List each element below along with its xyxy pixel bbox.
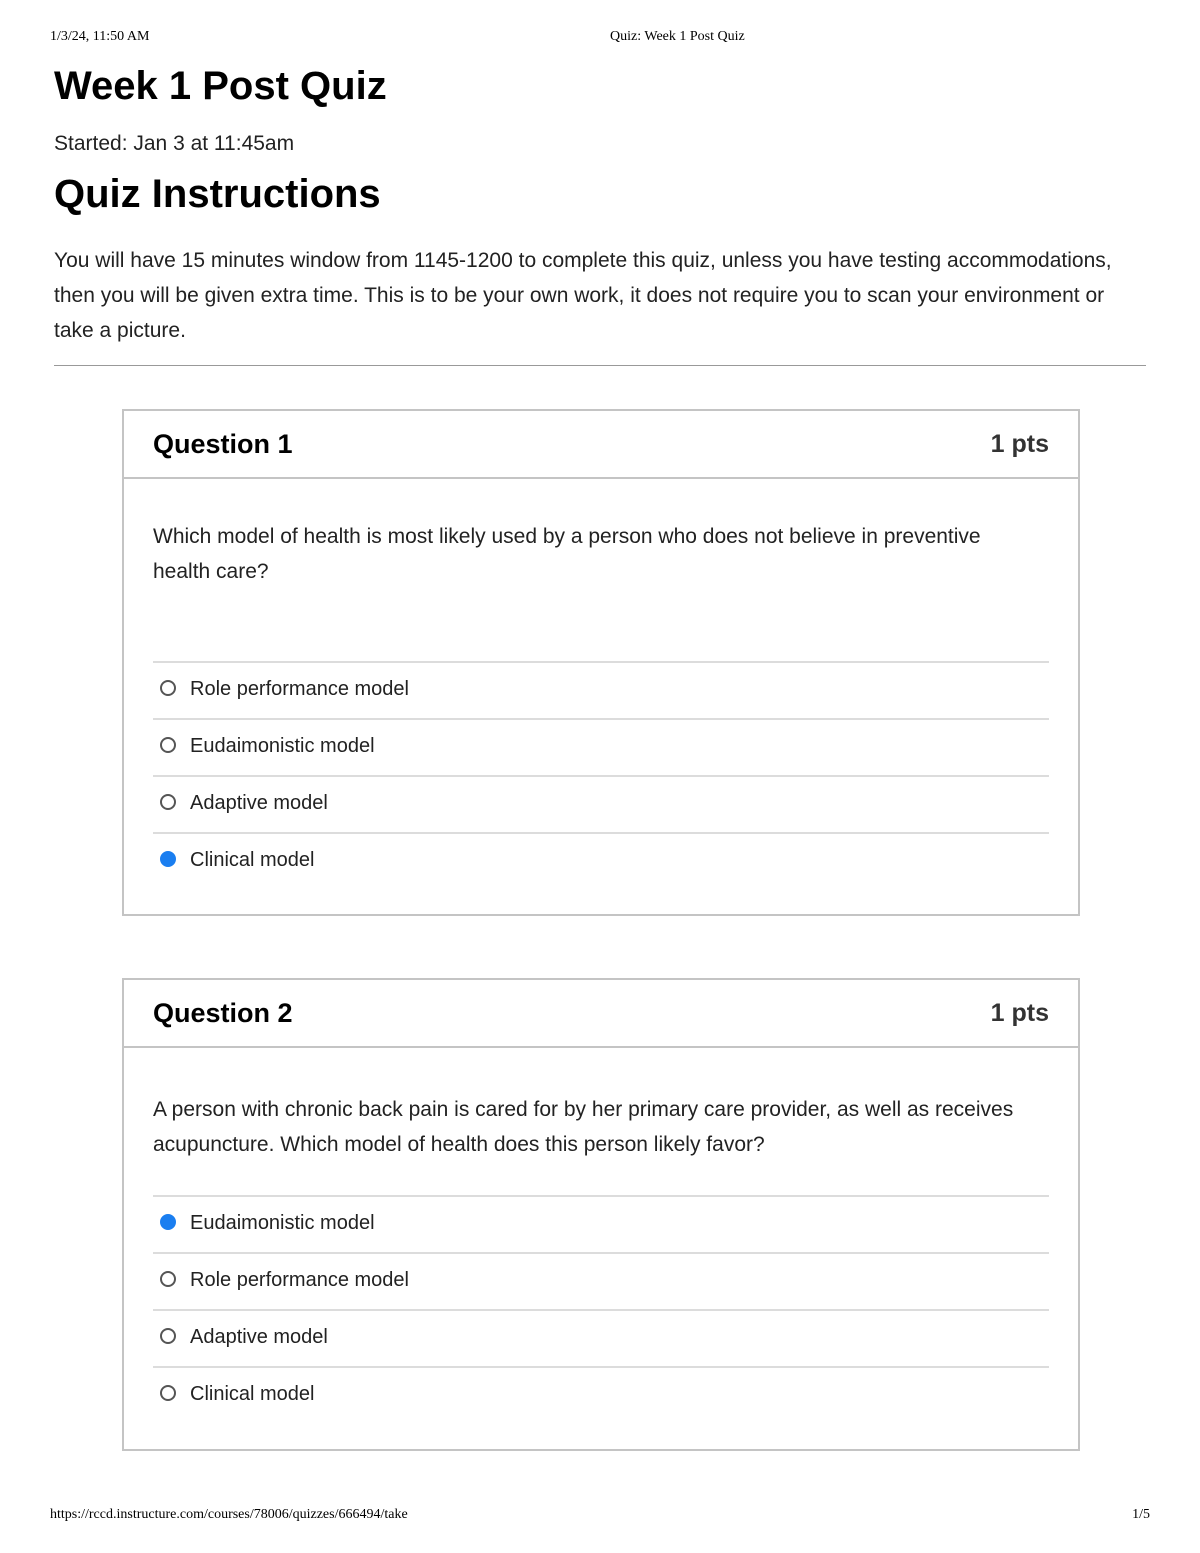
print-datetime: 1/3/24, 11:50 AM	[50, 29, 150, 44]
question-text: A person with chronic back pain is cared for by her primary care provider, as well as receives acupuncture. Which model of health does this person likely favor?	[153, 1098, 1014, 1156]
started-timestamp: Started: Jan 3 at 11:45am	[54, 132, 295, 155]
question-header	[124, 411, 1078, 479]
answer-label[interactable]: Clinical model	[190, 849, 315, 871]
radio-button[interactable]	[160, 1385, 176, 1401]
radio-button[interactable]	[160, 737, 176, 753]
print-footer	[0, 1507, 1200, 1525]
question-text: Which model of health is most likely used by a person who does not believe in preventive health care?	[153, 525, 981, 583]
answer-option[interactable]	[153, 1252, 1049, 1309]
answer-list	[153, 661, 1049, 889]
answer-option[interactable]	[153, 718, 1049, 775]
answer-list	[153, 1195, 1049, 1423]
print-page-number: 1/5	[1132, 1507, 1150, 1522]
answer-option[interactable]	[153, 1195, 1049, 1252]
print-header	[0, 29, 1200, 47]
print-page-title: Quiz: Week 1 Post Quiz	[610, 29, 745, 44]
answer-option[interactable]	[153, 1309, 1049, 1366]
instructions-title: Quiz Instructions	[54, 172, 381, 216]
print-url: https://rccd.instructure.com/courses/78006/quizzes/666494/take	[50, 1507, 408, 1522]
question-name: Question 1	[153, 429, 293, 459]
answer-option[interactable]	[153, 1366, 1049, 1423]
question-points: 1 pts	[990, 430, 1049, 458]
instructions-text: You will have 15 minutes window from 1145-1200 to complete this quiz, unless you have testing accommodations, then you will be given extra time. This is to be your own work, it does not require you to scan your environment or take a picture.	[54, 249, 1112, 342]
divider	[54, 365, 1146, 366]
answer-label[interactable]: Adaptive model	[190, 792, 328, 814]
answer-label[interactable]: Adaptive model	[190, 1326, 328, 1348]
answer-option[interactable]	[153, 775, 1049, 832]
answer-label[interactable]: Eudaimonistic model	[190, 735, 375, 757]
answer-option[interactable]	[153, 661, 1049, 718]
question-card-1	[122, 409, 1080, 916]
question-points: 1 pts	[990, 999, 1049, 1027]
radio-button[interactable]	[160, 680, 176, 696]
radio-button[interactable]	[160, 794, 176, 810]
question-header	[124, 980, 1078, 1048]
answer-label[interactable]: Role performance model	[190, 678, 409, 700]
answer-label[interactable]: Eudaimonistic model	[190, 1212, 375, 1234]
radio-button[interactable]	[160, 851, 176, 867]
radio-button[interactable]	[160, 1214, 176, 1230]
page-title: Week 1 Post Quiz	[54, 64, 387, 108]
question-name: Question 2	[153, 998, 293, 1028]
answer-label[interactable]: Role performance model	[190, 1269, 409, 1291]
question-card-2	[122, 978, 1080, 1451]
answer-option[interactable]	[153, 832, 1049, 889]
answer-label[interactable]: Clinical model	[190, 1383, 315, 1405]
radio-button[interactable]	[160, 1271, 176, 1287]
radio-button[interactable]	[160, 1328, 176, 1344]
